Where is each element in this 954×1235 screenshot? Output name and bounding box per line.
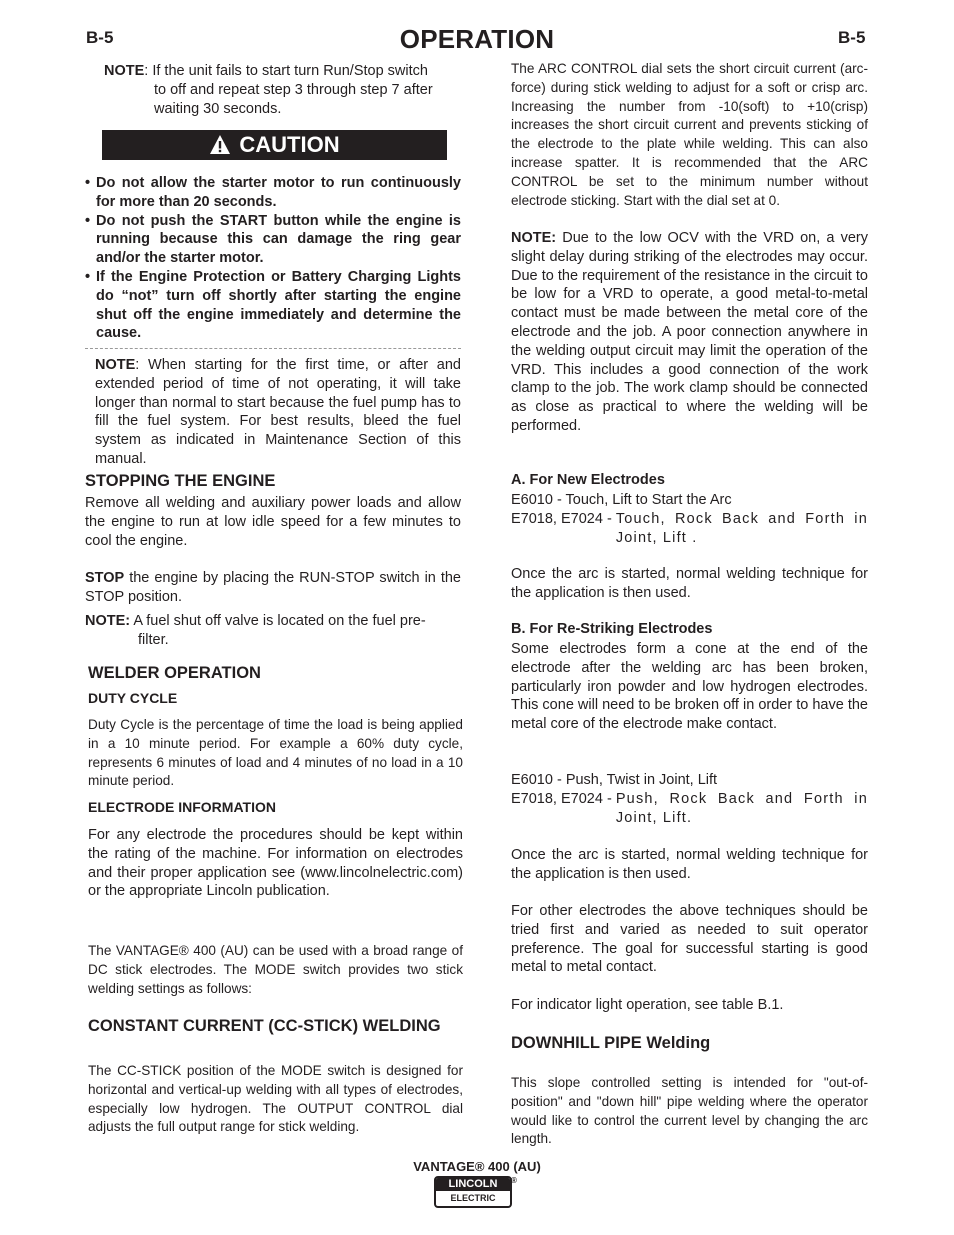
note-first-start: NOTE: When starting for the first time, or after and extended period of time of not operating, it will take longer than normal to start because the fuel pump has to fill the fuel system. For best results, bleed the fuel system as indicated in Maintenance Section of this manual. (95, 357, 461, 467)
restriking-text: Some electrodes form a cone at the end of the electrode after the welding arc has been broken, particularly iron powder and low hydrogen electrodes. This cone will need to be broken off in order to have the metal core of the electrode make contact. (511, 641, 868, 733)
caution-label: CAUTION (239, 132, 340, 157)
duty-heading: DUTY CYCLE (88, 690, 178, 706)
stopping-heading: STOPPING THE ENGINE (85, 472, 276, 490)
cc-text: The CC-STICK position of the MODE switch is designed for horizontal and vertical-up welding with all types of electrodes, especially low hydrogen. The OUTPUT CONTROL dial adjusts the full output range for stick welding. (88, 1063, 463, 1135)
vantage-text: The VANTAGE® 400 (AU) can be used with a broad range of DC stick electrodes. The MODE switch provides two stick welding settings as follows: (88, 943, 463, 996)
new-electrodes-heading: A. For New Electrodes (511, 472, 665, 488)
note-restart (104, 62, 464, 118)
caution-banner (102, 130, 447, 160)
arc-control-text: The ARC CONTROL dial sets the short circuit current (arc-force) during stick welding to adjust for a soft or crisp arc. Increasing the number from -10(soft) to +10(crisp) increases the short circuit current and prevents sticking of the electrode to the plate while welding. This can also increase spatter. It is recommended that the ARC CONTROL be set to the minimum number without electrode sticking. Start with the dial set at 0. (511, 61, 868, 208)
logo-top-text: LINCOLN (436, 1178, 510, 1191)
duty-text: Duty Cycle is the percentage of time the load is being applied in a 10 minute period. For example a 60% duty cycle, represents 6 minutes of load and 4 minutes of no load in a 10 minute period. (88, 717, 463, 789)
logo-registered-mark: ® (511, 1176, 517, 1185)
page-code-left: B-5 (86, 28, 114, 47)
indicator-text: For indicator light operation, see table B.1. (511, 997, 784, 1013)
note-cont-1: to off and repeat step 3 through step 7 after (154, 81, 433, 98)
caution-list (85, 174, 461, 343)
note-fuel-valve: NOTE: A fuel shut off valve is located on the fuel pre- filter. (85, 613, 426, 648)
note-cont-2: waiting 30 seconds. (154, 100, 282, 117)
caution-item: • Do not push the START button while the engine is running because this can damage the ring gear and/or the starter motor. (85, 212, 461, 267)
welder-heading: WELDER OPERATION (88, 664, 261, 682)
note-text: : If the unit fails to start turn Run/Stop switch (144, 63, 428, 79)
note-vrd: NOTE: Due to the low OCV with the VRD on, a very slight delay during striking of the electrodes may occur. Due to the requirement of the resistance in the circuit to be low for a VRD to operate, a good metal-to-metal contact must be made between the metal core of the electrode and the job. A poor connection anywhere in the welding output circuit may limit the operation of the VRD. This includes a good connection of the work clamp to the job. The work clamp should be connected as close as practical to where the welding will be performed. (511, 230, 868, 434)
page-code-right: B-5 (838, 28, 866, 47)
cc-heading: CONSTANT CURRENT (CC-STICK) WELDING (88, 1017, 441, 1035)
electrode-heading: ELECTRODE INFORMATION (88, 799, 276, 815)
new-electrodes-list: E6010 - Touch, Lift to Start the Arc E7018, E7024 - Touch, Rock Back and Forth in Joint, Lift . (511, 492, 868, 546)
restriking-list: E6010 - Push, Twist in Joint, Lift E7018, E7024 - Push, Rock Back and Forth in Joint, Lift. (511, 772, 868, 826)
lincoln-electric-logo (434, 1176, 518, 1206)
stop-paragraph: STOP the engine by placing the RUN-STOP switch in the STOP position. (85, 570, 461, 605)
stopping-text: Remove all welding and auxiliary power loads and allow the engine to run at low idle speed for a few minutes to cool the engine. (85, 495, 461, 549)
restriking-heading: B. For Re-Striking Electrodes (511, 621, 713, 637)
divider (85, 348, 461, 349)
note-label: NOTE (104, 63, 145, 79)
downhill-heading: DOWNHILL PIPE Welding (511, 1034, 711, 1052)
downhill-text: This slope controlled setting is intended for "out-of-position" and "down hill" pipe welding where the operator would like to control the current level by changing the arc length. (511, 1075, 868, 1147)
page-title: OPERATION (399, 24, 555, 54)
warning-icon (209, 134, 231, 156)
once-text-2: Once the arc is started, normal welding technique for the application is then used. (511, 847, 868, 882)
footer-model: VANTAGE® 400 (AU) (413, 1159, 541, 1174)
logo-bottom-text: ELECTRIC (450, 1193, 496, 1203)
caution-item: • Do not allow the starter motor to run continuously for more than 20 seconds. (85, 175, 461, 210)
once-text-1: Once the arc is started, normal welding technique for the application is then used. (511, 566, 868, 601)
electrode-text: For any electrode the procedures should be kept within the rating of the machine. For information on electrodes and their proper application see (www.lincolnelectric.com) or the appropriate Lincoln publication. (88, 827, 463, 900)
caution-item: • If the Engine Protection or Battery Charging Lights do “not” turn off shortly after starting the engine shut off the engine immediately and determine the cause. (85, 268, 461, 342)
other-electrodes-text: For other electrodes the above techniques should be tried first and varied as needed to suit operator preference. The goal for successful starting is good metal to metal contact. (511, 903, 868, 976)
